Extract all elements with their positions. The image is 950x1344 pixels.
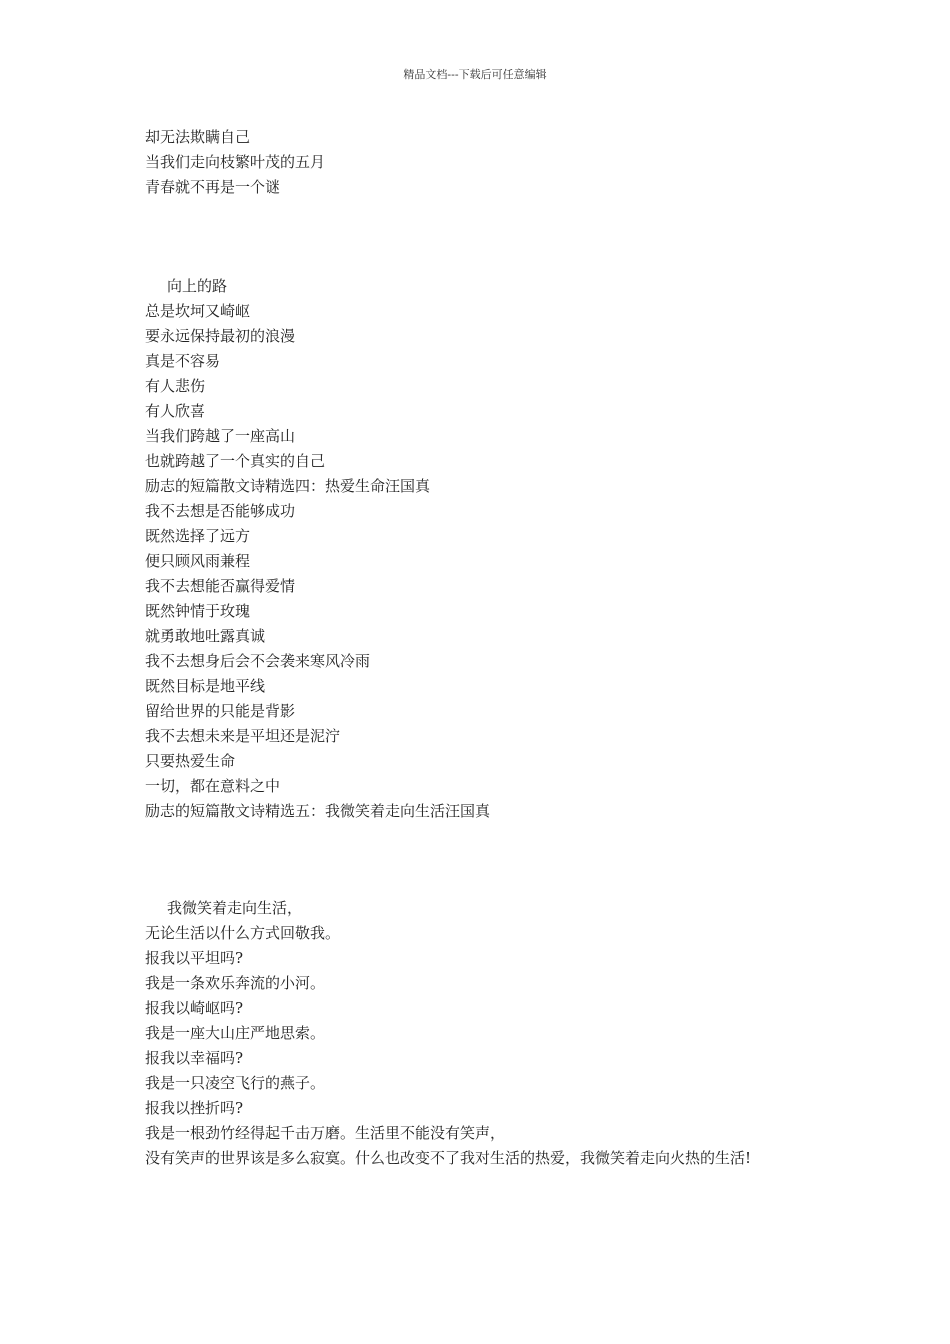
- poem-line: 青春就不再是一个谜: [145, 178, 281, 196]
- poem-line: 就勇敢地吐露真诚: [145, 627, 266, 645]
- poem-line: 有人悲伤: [145, 377, 206, 395]
- poem-line: 既然选择了远方: [145, 527, 251, 545]
- poem-line: 真是不容易: [145, 352, 221, 370]
- poem-line: 报我以崎岖吗?: [145, 999, 244, 1017]
- poem-line: 我不去想是否能够成功: [145, 502, 296, 520]
- poem-line: 报我以挫折吗?: [145, 1099, 244, 1117]
- poem-line: 报我以平坦吗?: [145, 949, 244, 967]
- poem-line: 我微笑着走向生活，: [167, 899, 303, 917]
- poem-block-3: [145, 896, 815, 1171]
- poem-line: 我不去想能否赢得爱情: [145, 577, 296, 595]
- poem-line: 我是一只凌空飞行的燕子。: [145, 1074, 326, 1092]
- poem-line: 当我们跨越了一座高山: [145, 427, 296, 445]
- poem-line: 我不去想未来是平坦还是泥泞: [145, 727, 341, 745]
- poem-line: 却无法欺瞒自己: [145, 128, 251, 146]
- poem-line: 总是坎坷又崎岖: [145, 302, 251, 320]
- poem-line: 既然目标是地平线: [145, 677, 266, 695]
- poem-line: 便只顾风雨兼程: [145, 552, 251, 570]
- poem-line: 有人欣喜: [145, 402, 206, 420]
- poem-line: 我不去想身后会不会袭来寒风冷雨: [145, 652, 371, 670]
- poem-line: 当我们走向枝繁叶茂的五月: [145, 153, 326, 171]
- poem-line: 要永远保持最初的浪漫: [145, 327, 296, 345]
- poem-line: 既然钟情于玫瑰: [145, 602, 251, 620]
- poem-line: 留给世界的只能是背影: [145, 702, 296, 720]
- poem-line: 也就跨越了一个真实的自己: [145, 452, 326, 470]
- poem-line: 只要热爱生命: [145, 752, 236, 770]
- poem-line: 一切，都在意料之中: [145, 777, 281, 795]
- section-heading: 励志的短篇散文诗精选五：我微笑着走向生活汪国真: [145, 802, 491, 820]
- poem-line: 向上的路: [167, 277, 228, 295]
- poem-block-1: [145, 125, 815, 200]
- poem-block-2: [145, 274, 815, 824]
- poem-line: 我是一根劲竹经得起千击万磨。生活里不能没有笑声，: [145, 1124, 506, 1142]
- poem-line: 我是一条欢乐奔流的小河。: [145, 974, 326, 992]
- poem-line: 报我以幸福吗?: [145, 1049, 244, 1067]
- poem-line: 没有笑声的世界该是多么寂寞。什么也改变不了我对生活的热爱，我微笑着走向火热的生活!: [145, 1149, 752, 1167]
- poem-line: 我是一座大山庄严地思索。: [145, 1024, 326, 1042]
- page-header: 精品文档---下载后可任意编辑: [403, 68, 547, 81]
- section-heading: 励志的短篇散文诗精选四：热爱生命汪国真: [145, 477, 431, 495]
- poem-line: 无论生活以什么方式回敬我。: [145, 924, 341, 942]
